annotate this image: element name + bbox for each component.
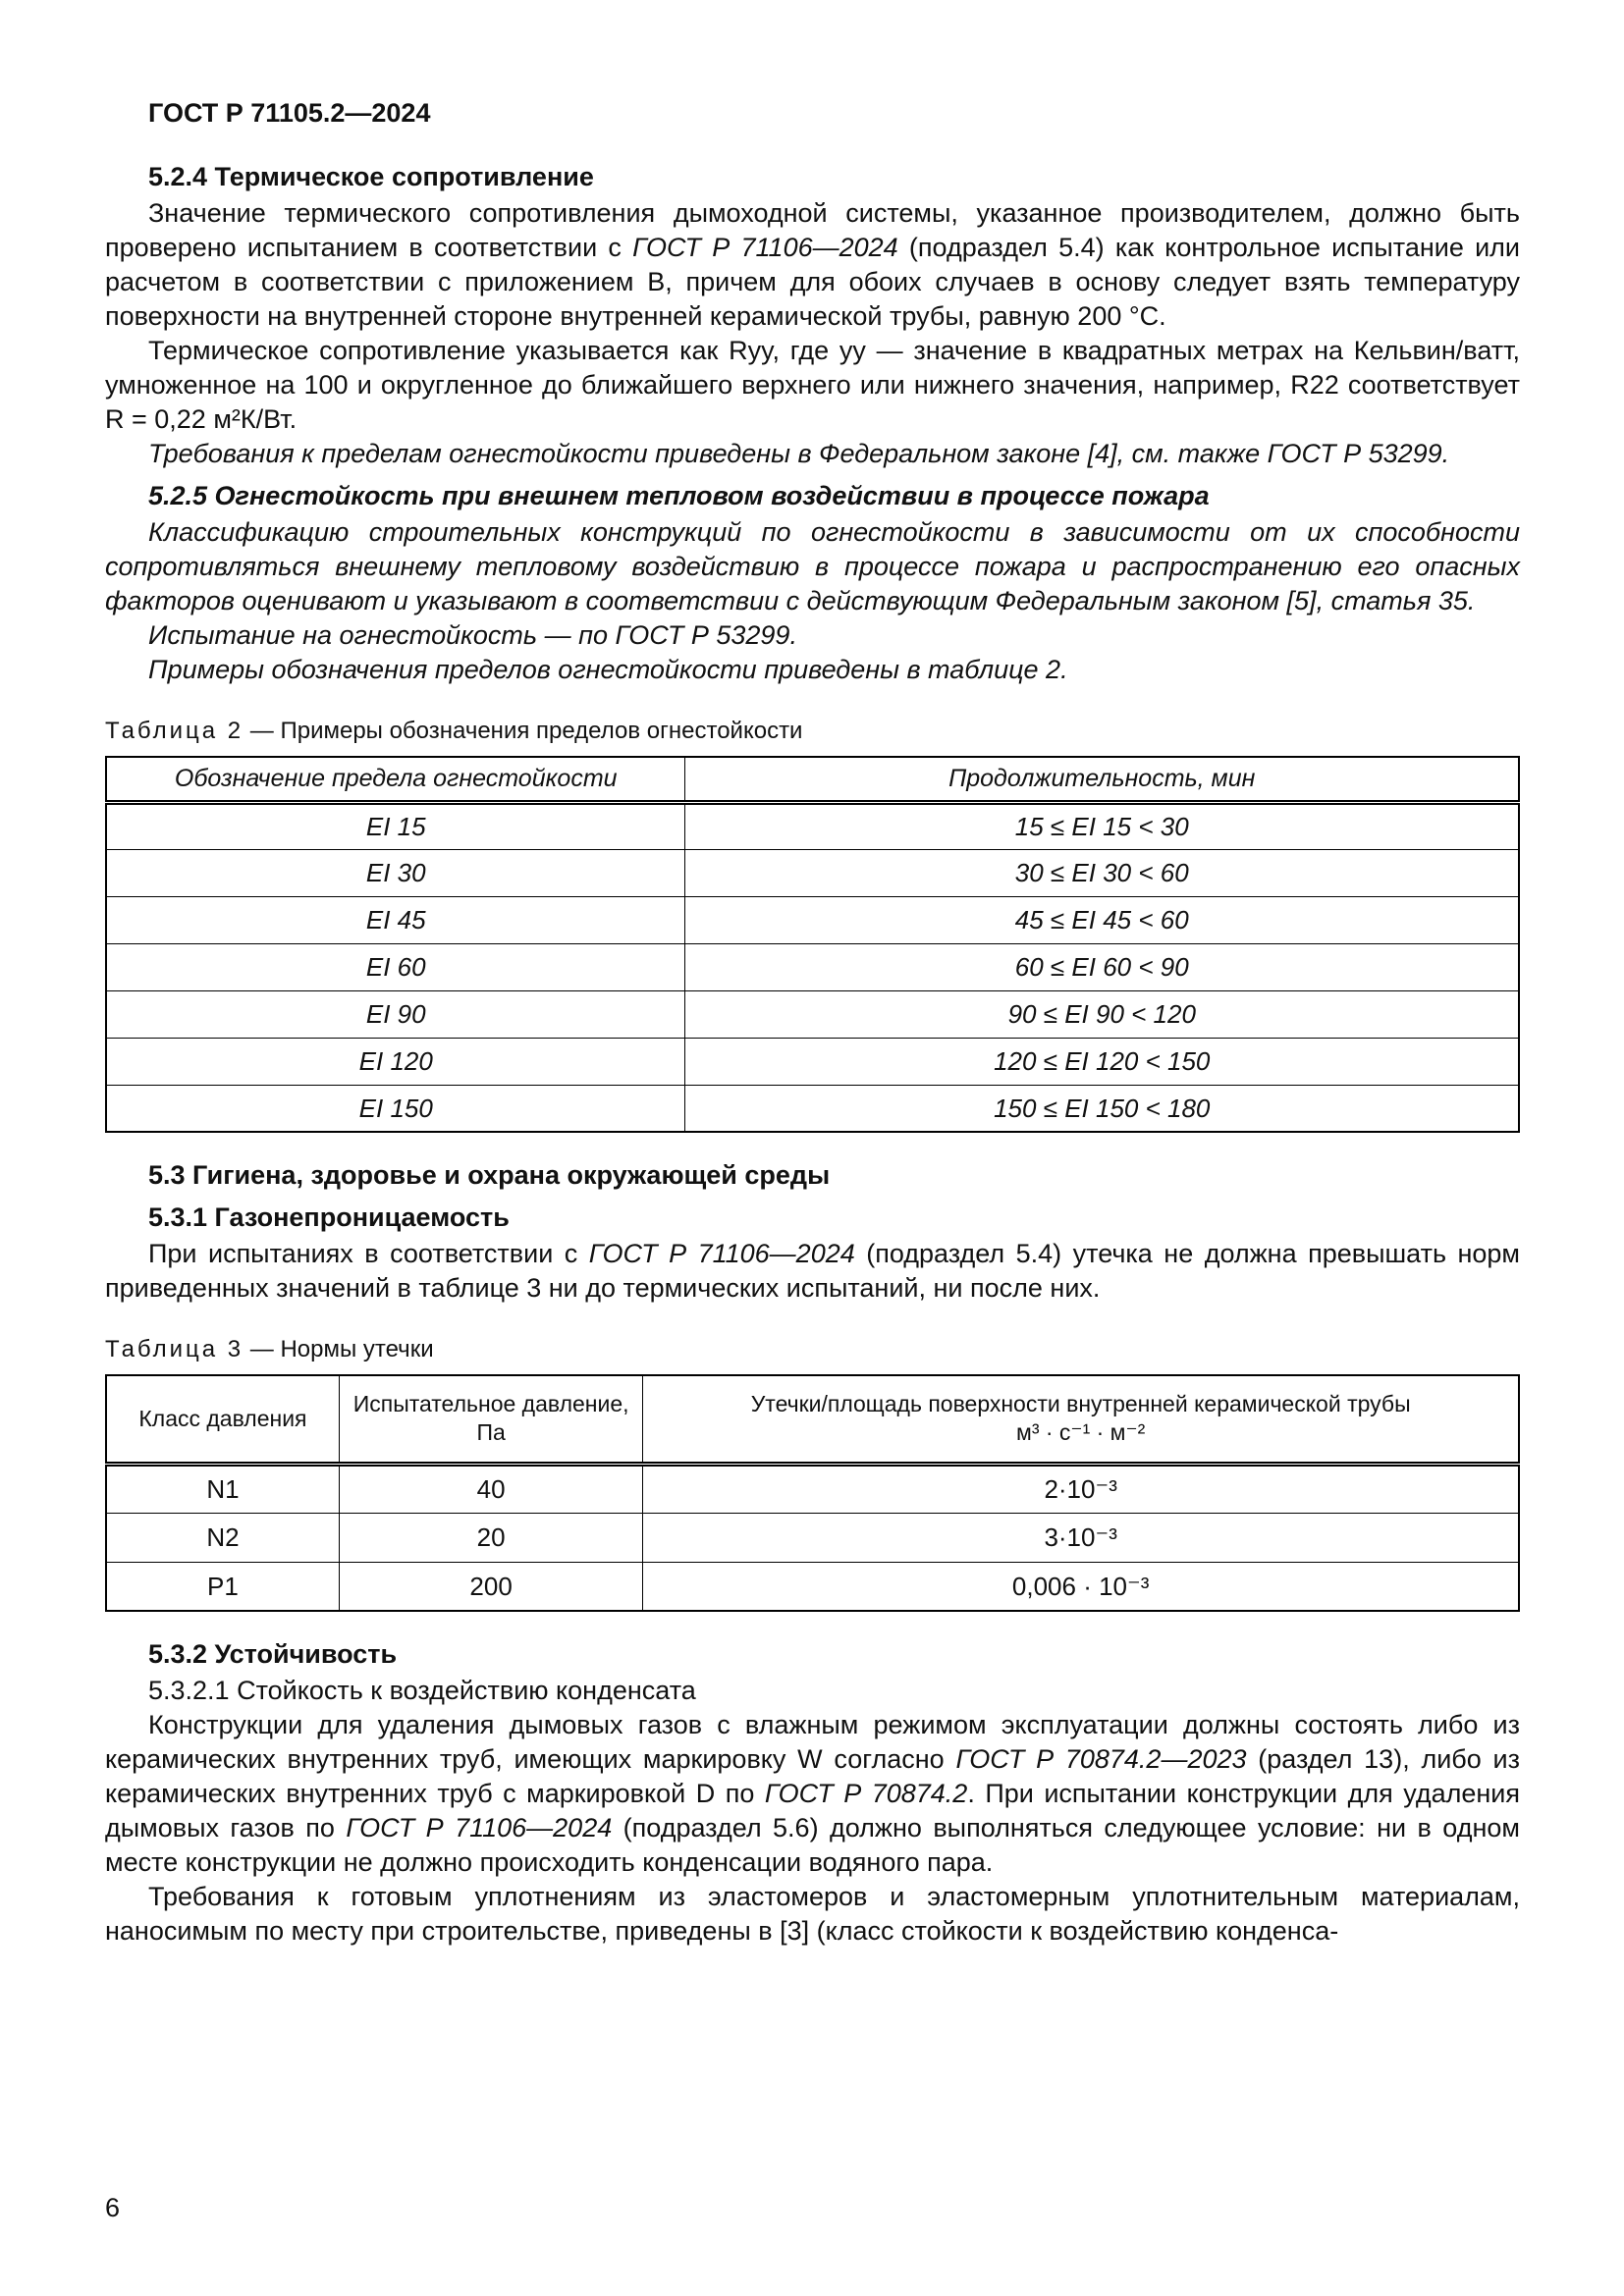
table2-cell-duration: 30 ≤ EI 30 < 60: [685, 849, 1519, 896]
table3-cell-pressure: 200: [339, 1562, 642, 1611]
table3-caption-text: — Нормы утечки: [249, 1336, 434, 1362]
table2-cell-designation: EI 60: [106, 943, 685, 990]
table2-row: [106, 802, 1519, 849]
table2-row: [106, 896, 1519, 943]
table2-row: [106, 1085, 1519, 1132]
paragraph-gas-tightness: [105, 1237, 1520, 1306]
text-run: . При испытании конструкции для удаления дымовых газов по: [105, 1779, 1520, 1842]
table2-cell-duration: 45 ≤ EI 45 < 60: [685, 896, 1519, 943]
table2-cell-designation: EI 45: [106, 896, 685, 943]
table2-row: [106, 1038, 1519, 1085]
table2-cell-duration: 90 ≤ EI 90 < 120: [685, 990, 1519, 1038]
table2-cell-designation: EI 30: [106, 849, 685, 896]
table2-row: [106, 943, 1519, 990]
gost-reference: ГОСТ Р 70874.2—2023: [955, 1744, 1247, 1774]
paragraph-condensate-2: Требования к готовым уплотнениям из эластомеров и эластомерным уплотнительным материалам, наносимым по месту при строительстве, приведены в [3] (класс стойкости к воздействию конденса-: [105, 1882, 1520, 1946]
heading-5-3: 5.3 Гигиена, здоровье и охрана окружающей среды: [148, 1160, 831, 1190]
table3-cell-class: N1: [106, 1464, 339, 1513]
table-leakage-norms: [105, 1374, 1520, 1612]
text-run: (подраздел 5.4) как контрольное испытание или расчетом в соответствии с приложением В, причем для обоих случаев в основу следует взять температуру поверхности на внутренней стороне внутренней керамической трубы, равную 200 °С.: [105, 233, 1520, 331]
paragraph-fire-1: Классификацию строительных конструкций по огнестойкости в зависимости от их способности сопротивляться внешнему тепловому воздействию в процессе пожара и распространению его опасных факторов оценивают и указывают в соответствии с действующим Федеральным законом [5], статья 35.: [105, 517, 1520, 615]
subheading-5-3-2-1: 5.3.2.1 Стойкость к воздействию конденсата: [148, 1676, 696, 1705]
table2-cell-duration: 60 ≤ EI 60 < 90: [685, 943, 1519, 990]
heading-5-2-5: 5.2.5 Огнестойкость при внешнем тепловом воздействии в процессе пожара: [148, 481, 1210, 510]
gost-reference: ГОСТ Р 71106—2024: [346, 1813, 613, 1842]
table3-cell-pressure: 40: [339, 1464, 642, 1513]
paragraph-thermal-3: Требования к пределам огнестойкости приведены в Федеральном законе [4], см. также ГОСТ Р 53299.: [148, 439, 1450, 468]
table2-caption-label: Таблица 2: [105, 718, 244, 744]
paragraph-thermal-2: Термическое сопротивление указывается как Ryy, где уу — значение в квадратных метрах на Кельвин/ватт, умноженное на 100 и округленное до ближайшего верхнего или нижнего значения, например, R22 соответствует R = 0,22 м²К/Вт.: [105, 336, 1520, 434]
table2-cell-duration: 150 ≤ EI 150 < 180: [685, 1085, 1519, 1132]
text-run: (раздел 13), либо из керамических внутренних труб с маркировкой D по: [105, 1744, 1520, 1808]
table2-header-row: [106, 757, 1519, 802]
heading-5-3-1: 5.3.1 Газонепроницаемость: [148, 1202, 510, 1232]
table3-row: [106, 1562, 1519, 1611]
table3-cell-leakage: 2·10⁻³: [643, 1464, 1519, 1513]
table3-cell-pressure: 20: [339, 1513, 642, 1562]
table2-row: [106, 849, 1519, 896]
table2-cell-designation: EI 120: [106, 1038, 685, 1085]
table3-col2-header: Испытательное давление, Па: [339, 1375, 642, 1464]
heading-5-3-2: 5.3.2 Устойчивость: [148, 1639, 398, 1669]
table3-row: [106, 1513, 1519, 1562]
table2-cell-designation: EI 15: [106, 802, 685, 849]
table2-cell-duration: 120 ≤ EI 120 < 150: [685, 1038, 1519, 1085]
text-run: (подраздел 5.6) должно выполняться следующее условие: ни в одном месте конструкции не должно происходить конденсации водяного пара.: [105, 1813, 1520, 1877]
text-run: (подраздел 5.4) утечка не должна превышать норм приведенных значений в таблице 3 ни до термических испытаний, ни после них.: [105, 1239, 1520, 1303]
table2-caption-text: — Примеры обозначения пределов огнестойкости: [249, 718, 803, 744]
paragraph-condensate-1: [105, 1708, 1520, 1880]
table2-col2-header: Продолжительность, мин: [685, 757, 1519, 802]
table2-row: [106, 990, 1519, 1038]
doc-code: ГОСТ Р 71105.2—2024: [148, 98, 431, 128]
table3-caption: [105, 1335, 1520, 1364]
table3-row: [106, 1464, 1519, 1513]
text-run: Конструкции для удаления дымовых газов с влажным режимом эксплуатации должны состоять либо из керамических внутренних труб, имеющих маркировку W согласно: [105, 1710, 1520, 1774]
paragraph-fire-2: Испытание на огнестойкость — по ГОСТ Р 53299.: [148, 620, 797, 650]
page-number: 6: [105, 2193, 121, 2222]
table-fire-resistance-limits: [105, 756, 1520, 1133]
table2-col1-header: Обозначение предела огнестойкости: [106, 757, 685, 802]
table3-col3-title: Утечки/площадь поверхности внутренней керамической трубы: [750, 1391, 1411, 1417]
gost-reference: ГОСТ Р 71106—2024: [588, 1239, 855, 1268]
table3-cell-leakage: 3·10⁻³: [643, 1513, 1519, 1562]
table2-cell-duration: 15 ≤ EI 15 < 30: [685, 802, 1519, 849]
table3-col3-units: м³ · с⁻¹ · м⁻²: [1016, 1419, 1146, 1446]
paragraph-fire-3: Примеры обозначения пределов огнестойкости приведены в таблице 2.: [148, 655, 1068, 684]
table3-cell-class: P1: [106, 1562, 339, 1611]
gost-reference: ГОСТ Р 71106—2024: [632, 233, 898, 262]
table3-caption-label: Таблица 3: [105, 1336, 244, 1362]
table3-cell-class: N2: [106, 1513, 339, 1562]
table3-cell-leakage: 0,006 · 10⁻³: [643, 1562, 1519, 1611]
table3-col1-header: Класс давления: [106, 1375, 339, 1464]
gost-reference: ГОСТ Р 70874.2: [764, 1779, 968, 1808]
table3-col3-header: [643, 1375, 1519, 1464]
table2-cell-designation: EI 90: [106, 990, 685, 1038]
paragraph-thermal-1: [105, 196, 1520, 334]
table2-cell-designation: EI 150: [106, 1085, 685, 1132]
text-run: Значение термического сопротивления дымоходной системы, указанное производителем, должно быть проверено испытанием в соответствии с: [105, 198, 1520, 262]
text-run: При испытаниях в соответствии с: [148, 1239, 589, 1268]
table2-caption: [105, 717, 1520, 746]
table3-header-row: [106, 1375, 1519, 1464]
heading-5-2-4: 5.2.4 Термическое сопротивление: [148, 162, 594, 191]
